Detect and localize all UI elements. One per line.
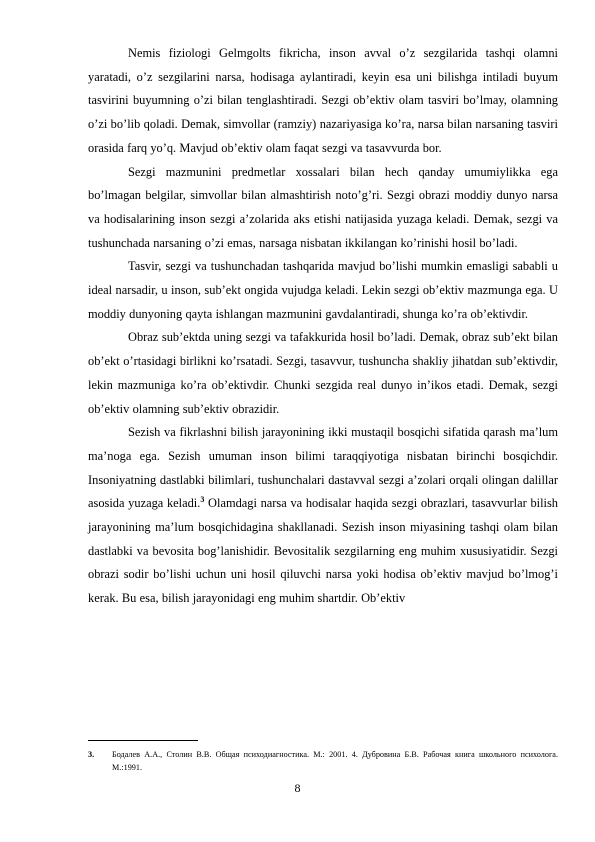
paragraph-3: Tasvir, sezgi va tushunchadan tashqarida mavjud bo’lishi mumkin emasligi sababli u ideal narsadir, u inson, sub’ekt ongida vujudga keladi. Lekin sezgi ob’ektiv mazmunga ega. U moddiy dunyoning qayta ishlangan mazmunini gavdalantiradi, shunga ko’ra ob’ektivdir. — [88, 259, 558, 321]
paragraph-1: Nemis fiziologi Gelmgolts fikricha, inson avval o’z sezgilarida tashqi olamni yaratadi, o’z sezgilarini narsa, hodisaga aylantiradi, keyin esa uni bilishga intiladi buyum tasvirini buyumning o’zi bilan tenglashtiradi. Sezgi ob’ektiv olam tasviri bo’lmay, olamning o’zi bo’lib qoladi. Demak, simvollar (ramziy) nazariyasiga ko’ra, narsa bilan narsaning tasviri orasida farq yo’q. Mavjud ob’ektiv olam faqat sezgi va tasavvurda bor. — [88, 46, 558, 155]
document-body — [88, 42, 558, 611]
footnote — [88, 748, 558, 774]
page-number: 8 — [294, 781, 301, 795]
footnote-text: Бодалев А.А., Столин В.В. Общая психодиагностика. М.: 2001. 4. Дубровина Б.В. Рабочая книга школьного психолога. М.:1991. — [112, 750, 558, 772]
footnote-separator — [88, 740, 198, 741]
footnote-number: 3. — [88, 750, 95, 759]
footnote-reference[interactable]: 3 — [200, 495, 205, 505]
paragraph-4: Obraz sub’ektda uning sezgi va tafakkurida hosil bo’ladi. Demak, obraz sub’ekt bilan ob’ekt o’rtasidagi birlikni ko’rsatadi. Sezgi, tasavvur, tushuncha shakliy jihatdan sub’ektivdir, lekin mazmuniga ko’ra ob’ektivdir. Chunki sezgida real dunyo in’ikos etadi. Demak, sezgi ob’ektiv olamning sub’ektiv obrazidir. — [88, 330, 558, 416]
paragraph-2: Sezgi mazmunini predmetlar xossalari bilan hech qanday umumiylikka ega bo’lmagan belgilar, simvollar bilan almashtirish noto’g’ri. Sezgi obrazi moddiy dunyo narsa va hodisalarining inson sezgi a’zolarida aks etishi natijasida yuzaga keladi. Demak, sezgi va tushunchada narsaning o’zi emas, narsaga nisbatan ikkilangan ko’rinishi hosil bo’ladi. — [88, 164, 558, 250]
paragraph-5 — [88, 421, 558, 611]
paragraph-5-text-after-ref: Olamdagi narsa va hodisalar haqida sezgi obrazlari, tasavvurlar bilish jarayonining ma’lum bosqichidagina shakllanadi. Sezish inson miyasining tashqi olam bilan dastlabki va bevosita bog’lanishidir. Bevositalik sezgilarning eng muhim xususiyatidir. Sezgi obrazi sodir bo’lishi uchun uni hosil qiluvchi narsa yoki hodisa ob’ektiv mavjud bo’lmog’i kerak. Bu esa, bilish jarayonidagi eng muhim shartdir. Ob’ektiv — [88, 496, 558, 606]
paragraph-5-text-before-ref: Sezish va fikrlashni bilish jarayonining ikki mustaqil bosqichi sifatida qarash ma’lum ma’noga ega. Sezish umuman inson bilimi taraqqiyotiga nisbatan birinchi bosqichdir. Insoniyatning dastlabki bilimlari, tushunchalari dastavval sezgi a’zolari orqali olingan dalillar asosida yuzaga keladi. — [88, 425, 558, 511]
